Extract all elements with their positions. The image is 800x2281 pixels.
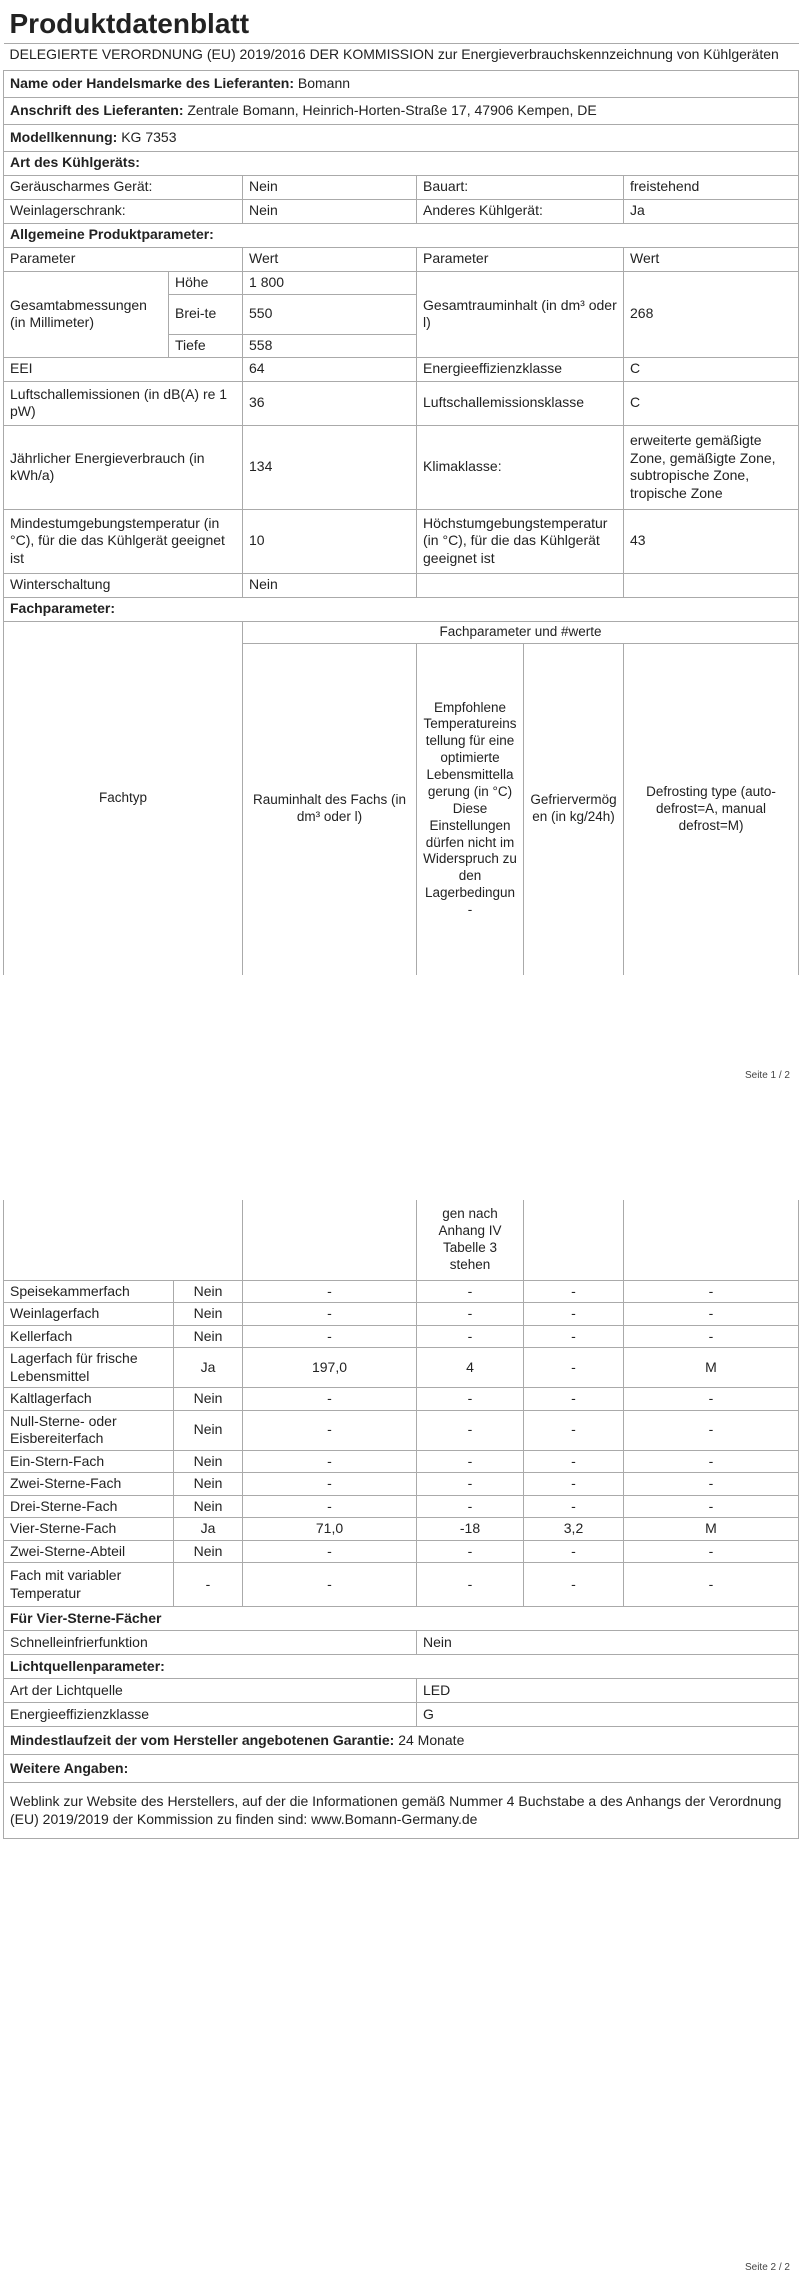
fach-row <box>4 1540 799 1563</box>
fach-name: Weinlagerfach <box>4 1303 174 1326</box>
fach-defrost: - <box>624 1450 799 1473</box>
fach-present: Nein <box>174 1280 243 1303</box>
energy-consumption-value: 134 <box>243 425 417 509</box>
fach-temp-header-cont: gen nach Anhang IV Tabelle 3 stehen <box>417 1200 524 1280</box>
col-param-header: Parameter <box>4 247 243 271</box>
fach-freeze: - <box>524 1540 624 1563</box>
light-type-label: Art der Lichtquelle <box>4 1679 417 1703</box>
fach-temp: - <box>417 1325 524 1348</box>
fach-temp-header: Empfohlene Temperatureinstellung für eine optimierte Lebensmittellagerung (in °C) Diese Einstellungen dürfen nicht im Widerspruch zu den Lagerbedingun- <box>417 643 524 975</box>
energy-consumption-label: Jährlicher Energieverbrauch (in kWh/a) <box>4 425 243 509</box>
fach-row <box>4 1280 799 1303</box>
other-appliance-label: Anderes Kühlgerät: <box>417 199 624 223</box>
fach-freeze: - <box>524 1348 624 1388</box>
low-noise-value: Nein <box>243 175 417 199</box>
wine-cabinet-label: Weinlagerschrank: <box>4 199 243 223</box>
quick-freeze-value: Nein <box>417 1631 799 1655</box>
energy-class-label: Energieeffizienzklasse <box>417 357 624 381</box>
fach-temp: - <box>417 1410 524 1450</box>
depth-label: Tiefe <box>169 334 243 357</box>
fach-defrost: M <box>624 1348 799 1388</box>
fach-defrost: - <box>624 1280 799 1303</box>
fach-defrost: - <box>624 1540 799 1563</box>
fach-defrost: - <box>624 1473 799 1496</box>
max-temp-label: Höchstumgebungstemperatur (in °C), für die das Kühlgerät geeignet ist <box>417 509 624 573</box>
max-temp-value: 43 <box>624 509 799 573</box>
climate-class-label: Klimaklasse: <box>417 425 624 509</box>
fach-present: Nein <box>174 1388 243 1411</box>
fach-temp: - <box>417 1450 524 1473</box>
fach-present: Nein <box>174 1450 243 1473</box>
fach-freeze: - <box>524 1303 624 1326</box>
type-table <box>3 175 799 248</box>
fach-volume: 197,0 <box>243 1348 417 1388</box>
fach-temp: 4 <box>417 1348 524 1388</box>
winter-label: Winterschaltung <box>4 573 243 597</box>
regulation-subtitle: DELEGIERTE VERORDNUNG (EU) 2019/2016 DER KOMMISSION zur Energieverbrauchskennzeichnung von Kühlgeräten <box>4 44 799 71</box>
min-temp-label: Mindestumgebungstemperatur (in °C), für die das Kühlgerät geeignet ist <box>4 509 243 573</box>
fach-freeze: - <box>524 1410 624 1450</box>
fach-row <box>4 1303 799 1326</box>
other-appliance-value: Ja <box>624 199 799 223</box>
fach-present: - <box>174 1563 243 1607</box>
fach-defrost: - <box>624 1495 799 1518</box>
fach-defrost: - <box>624 1388 799 1411</box>
fach-row <box>4 1410 799 1450</box>
fach-volume-header: Rauminhalt des Fachs (in dm³ oder l) <box>243 643 417 975</box>
quick-freeze-label: Schnelleinfrierfunktion <box>4 1631 417 1655</box>
fach-row <box>4 1495 799 1518</box>
noise-class-value: C <box>624 381 799 425</box>
fach-rows-table <box>3 1280 799 1608</box>
light-class-label: Energieeffizienzklasse <box>4 1703 417 1727</box>
model-label: Modellkennung: <box>10 128 118 145</box>
fach-volume: 71,0 <box>243 1518 417 1541</box>
general-params-table <box>3 247 799 622</box>
fach-defrost: M <box>624 1518 799 1541</box>
fach-volume: - <box>243 1563 417 1607</box>
fach-temp: - <box>417 1388 524 1411</box>
fach-freeze: - <box>524 1325 624 1348</box>
height-label: Höhe <box>169 271 243 294</box>
supplier-name-label: Name oder Handelsmarke des Lieferanten: <box>10 74 294 91</box>
design-label: Bauart: <box>417 175 624 199</box>
fach-freeze: - <box>524 1495 624 1518</box>
more-section-heading: Weitere Angaben: <box>4 1755 799 1783</box>
fach-present: Nein <box>174 1540 243 1563</box>
fach-defrost: - <box>624 1325 799 1348</box>
page-title: Produktdatenblatt <box>4 0 799 44</box>
fach-freeze: - <box>524 1280 624 1303</box>
model-row <box>4 124 799 151</box>
dims-label: Gesamtabmessungen (in Millimeter) <box>4 271 169 357</box>
header-table <box>3 0 799 176</box>
volume-value: 268 <box>624 271 799 357</box>
fach-temp: - <box>417 1540 524 1563</box>
fach-defrost: - <box>624 1563 799 1607</box>
fach-section-heading: Fachparameter: <box>4 597 799 621</box>
fach-volume: - <box>243 1303 417 1326</box>
more-info-row <box>4 1783 799 1839</box>
page-number-2: Seite 2 / 2 <box>744 2262 790 2273</box>
fach-freeze: 3,2 <box>524 1518 624 1541</box>
fach-present: Nein <box>174 1325 243 1348</box>
fach-name: Fach mit variabler Temperatur <box>4 1563 174 1607</box>
page-number-1: Seite 1 / 2 <box>744 1070 790 1081</box>
width-label: Brei-te <box>169 294 243 334</box>
wine-cabinet-value: Nein <box>243 199 417 223</box>
fach-present: Nein <box>174 1473 243 1496</box>
eei-value: 64 <box>243 357 417 381</box>
fach-row <box>4 1388 799 1411</box>
fach-row <box>4 1473 799 1496</box>
fach-volume-header-cont <box>243 1200 417 1280</box>
fach-row <box>4 1325 799 1348</box>
supplier-name-row <box>4 70 799 97</box>
model-value: KG 7353 <box>121 128 177 145</box>
fach-header-table <box>3 621 799 976</box>
noise-class-label: Luftschallemissionsklasse <box>417 381 624 425</box>
fach-defrost-header: Defrosting type (auto-defrost=A, manual defrost=M) <box>624 643 799 975</box>
design-value: freistehend <box>624 175 799 199</box>
supplier-address-row <box>4 97 799 124</box>
fach-defrost-header-cont <box>624 1200 799 1280</box>
four-star-section-heading: Für Vier-Sterne-Fächer <box>4 1607 799 1631</box>
fach-name: Kellerfach <box>4 1325 174 1348</box>
fach-name: Vier-Sterne-Fach <box>4 1518 174 1541</box>
winter-empty-cell-2 <box>624 573 799 597</box>
fach-volume: - <box>243 1325 417 1348</box>
fach-volume: - <box>243 1410 417 1450</box>
fach-freeze: - <box>524 1563 624 1607</box>
col-value-header-2: Wert <box>624 247 799 271</box>
light-section-heading: Lichtquellenparameter: <box>4 1655 799 1679</box>
supplier-name-value: Bomann <box>297 74 351 91</box>
fach-present: Nein <box>174 1410 243 1450</box>
fach-freeze: - <box>524 1388 624 1411</box>
fach-volume: - <box>243 1280 417 1303</box>
supplier-address-label: Anschrift des Lieferanten: <box>10 101 184 118</box>
type-section-heading: Art des Kühlgeräts: <box>4 151 799 175</box>
fach-present: Nein <box>174 1303 243 1326</box>
winter-value: Nein <box>243 573 417 597</box>
width-value: 550 <box>243 294 417 334</box>
more-info-text: Weblink zur Website des Herstellers, auf der die Informationen gemäß Nummer 4 Buchstabe a des Anhangs der Verordnung (EU) 2019/2019 der Kommission zu finden sind: <box>10 1793 782 1827</box>
fach-type-header-cont <box>4 1200 243 1280</box>
fach-group-header: Fachparameter und #werte <box>243 621 799 643</box>
fach-present: Nein <box>174 1495 243 1518</box>
fach-temp: - <box>417 1563 524 1607</box>
supplier-address-value: Zentrale Bomann, Heinrich-Horten-Straße 17, 47906 Kempen, DE <box>187 101 597 118</box>
fach-name: Null-Sterne- oder Eisbereiterfach <box>4 1410 174 1450</box>
height-value: 1 800 <box>243 271 417 294</box>
fach-header-continuation <box>3 1200 799 1281</box>
general-section-heading: Allgemeine Produktparameter: <box>4 223 799 247</box>
fach-freeze: - <box>524 1450 624 1473</box>
low-noise-label: Geräuscharmes Gerät: <box>4 175 243 199</box>
page-1 <box>3 0 798 975</box>
fach-present: Ja <box>174 1348 243 1388</box>
fach-row <box>4 1563 799 1607</box>
fach-temp: -18 <box>417 1518 524 1541</box>
fach-temp: - <box>417 1473 524 1496</box>
fach-row <box>4 1518 799 1541</box>
col-value-header: Wert <box>243 247 417 271</box>
fach-defrost: - <box>624 1303 799 1326</box>
min-temp-value: 10 <box>243 509 417 573</box>
climate-class-value: erweiterte gemäßigte Zone, gemäßigte Zone, subtropische Zone, tropische Zone <box>624 425 799 509</box>
four-star-table <box>3 1606 799 1839</box>
fach-freeze-header: Gefriervermögen (in kg/24h) <box>524 643 624 975</box>
fach-freeze-header-cont <box>524 1200 624 1280</box>
energy-class-value: C <box>624 357 799 381</box>
fach-temp: - <box>417 1495 524 1518</box>
depth-value: 558 <box>243 334 417 357</box>
fach-name: Drei-Sterne-Fach <box>4 1495 174 1518</box>
fach-name: Zwei-Sterne-Abteil <box>4 1540 174 1563</box>
col-param-header-2: Parameter <box>417 247 624 271</box>
fach-rows <box>4 1280 799 1607</box>
fach-volume: - <box>243 1450 417 1473</box>
fach-name: Kaltlagerfach <box>4 1388 174 1411</box>
fach-present: Ja <box>174 1518 243 1541</box>
fach-row <box>4 1450 799 1473</box>
fach-name: Zwei-Sterne-Fach <box>4 1473 174 1496</box>
fach-freeze: - <box>524 1473 624 1496</box>
warranty-value: 24 Monate <box>398 1731 465 1748</box>
winter-empty-cell <box>417 573 624 597</box>
fach-row <box>4 1348 799 1388</box>
fach-volume: - <box>243 1388 417 1411</box>
fach-defrost: - <box>624 1410 799 1450</box>
warranty-label: Mindestlaufzeit der vom Hersteller angebotenen Garantie: <box>10 1731 395 1748</box>
fach-volume: - <box>243 1473 417 1496</box>
fach-volume: - <box>243 1540 417 1563</box>
fach-temp: - <box>417 1303 524 1326</box>
light-type-value: LED <box>417 1679 799 1703</box>
eei-label: EEI <box>4 357 243 381</box>
light-class-value: G <box>417 1703 799 1727</box>
page-2 <box>3 1200 798 1839</box>
manufacturer-link[interactable]: www.Bomann-Germany.de <box>311 1810 478 1827</box>
warranty-row <box>4 1727 799 1755</box>
fach-name: Lagerfach für frische Lebensmittel <box>4 1348 174 1388</box>
fach-volume: - <box>243 1495 417 1518</box>
noise-value: 36 <box>243 381 417 425</box>
volume-label: Gesamtrauminhalt (in dm³ oder l) <box>417 271 624 357</box>
fach-name: Ein-Stern-Fach <box>4 1450 174 1473</box>
noise-label: Luftschallemissionen (in dB(A) re 1 pW) <box>4 381 243 425</box>
fach-type-header: Fachtyp <box>4 621 243 975</box>
fach-temp: - <box>417 1280 524 1303</box>
fach-name: Speisekammerfach <box>4 1280 174 1303</box>
